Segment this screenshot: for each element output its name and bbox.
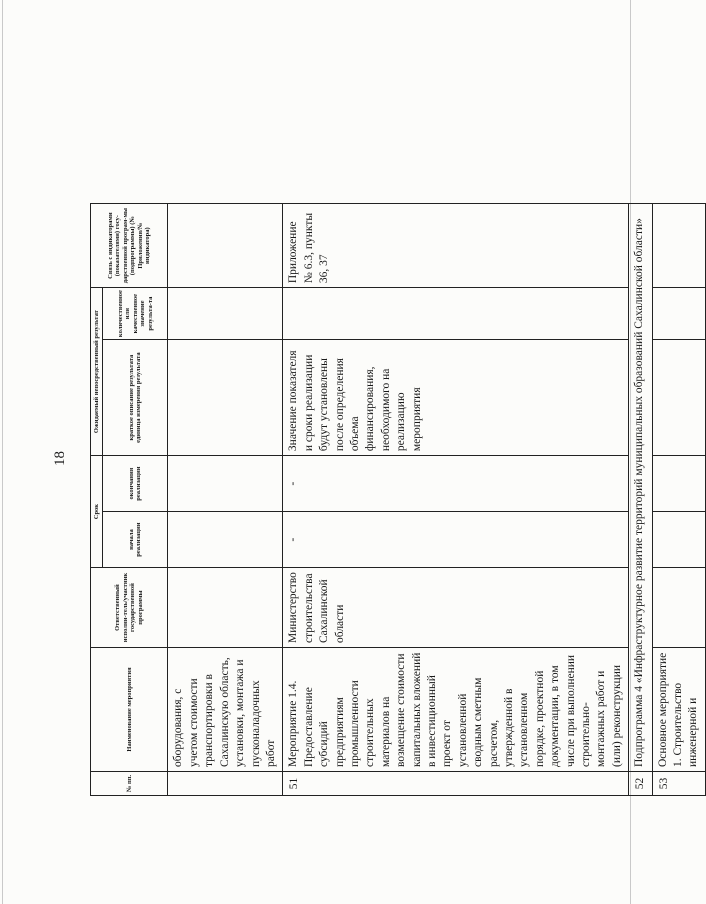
col-header-link: Связь с индикаторами (показателями) госу-дарственной програм-мы (подпрограммы) (№ Приложения/№ индикатора) [91,204,168,288]
table-row [168,204,283,796]
row-link: Приложение № 6.3, пункты 36, 37 [283,204,629,288]
row-result-desc [168,340,283,456]
subprogram-title: Подпрограмма 4 «Инфраструктурное развитие территорий муниципальных образований Сахалинской области» [629,204,652,772]
row-num: 51 [283,772,629,796]
col-header-term-start: начала реализации [103,512,168,568]
col-header-responsible: Ответственный исполни-тель/участник государственной программы [91,568,168,648]
col-header-result-value: количественное или качественное значение результа-та [103,288,168,340]
row-result-value [283,288,629,340]
row-result-value [168,288,283,340]
table-row [652,204,705,796]
measures-table [90,203,706,796]
col-header-name: Наименование мероприятия [91,648,168,772]
row-link [168,204,283,288]
row-responsible [168,568,283,648]
row-start: - [283,512,629,568]
row-start [168,512,283,568]
row-end: - [283,456,629,512]
col-header-num: № пп. [91,772,168,796]
header-row [91,204,103,796]
row-responsible: Министерство строительства Сахалинской области [283,568,629,648]
subprogram-row [629,204,652,796]
table-row [283,204,629,796]
row-name: Основное мероприятие 1. Строительство инженерной и [652,648,705,772]
row-num [168,772,283,796]
row-name: Мероприятие 1.4. Предоставление субсидий предприятиям промышленности строительных материалов на возмещение стоимости капитальных вложений в инвестиционный проект от установленной сводным сметным расчетом, утвержденной в установленном порядке, проектной документации, в том числе при выполнении строительно-монтажных работ и (или) реконструкции [283,648,629,772]
row-result-desc: Значение показателя и сроки реализации будут установлены после определения объема финансирования, необходимого на реализацию мероприятия [283,340,629,456]
row-name: оборудования, с учетом стоимости транспортировки в Сахалинскую область, установки, монтажа и пусконаладочных работ [168,648,283,772]
row-end [168,456,283,512]
col-header-term: Срок [91,456,103,568]
col-header-result-desc: краткое описание результата единица измерения результата [103,340,168,456]
col-header-term-end: окончания реализации [103,456,168,512]
page-edge-line [2,0,3,904]
col-header-result: Ожидаемый непосредственный результат [91,288,103,456]
subprogram-num: 52 [629,772,652,796]
row-num: 53 [652,772,705,796]
page-number: 18 [52,451,68,466]
